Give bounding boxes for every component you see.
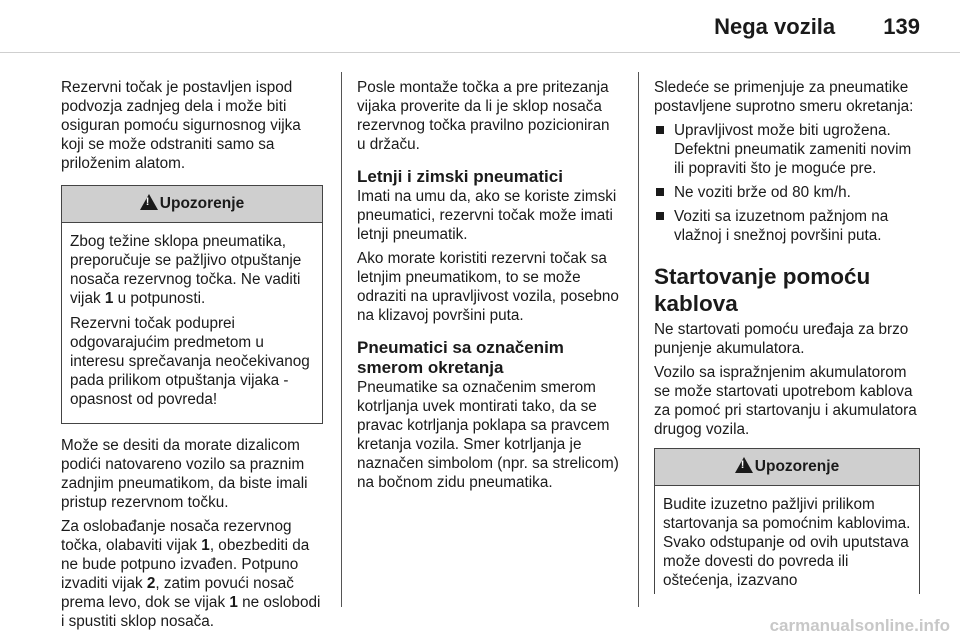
paragraph: Ako morate koristiti rezervni točak sa letnjim pneumatikom, to se može odraziti na upravljivost vozila, posebno na klizavoj površini puta. [357, 250, 619, 324]
bold-number: 1 [104, 290, 114, 307]
list-item [654, 207, 924, 245]
page-header [714, 14, 920, 40]
warning-box [654, 448, 920, 594]
text: ne oslobodi i spustiti sklop nosača. [61, 594, 321, 630]
column-divider [638, 72, 639, 607]
paragraph [61, 517, 323, 631]
text: , zatim povući nosač prema levo, dok se vijak [61, 575, 294, 611]
warning-title: Upozorenje [754, 458, 840, 475]
bullet-list [654, 121, 924, 245]
warning-box [61, 185, 323, 424]
text: Za oslobađanje nosača rezervnog točka, olabaviti vijak [61, 518, 292, 554]
watermark: carmanualsonline.info [769, 616, 950, 635]
bullet-square-icon [656, 126, 664, 134]
list-item [654, 121, 924, 178]
list-item-text: Voziti sa izuzetnom pažnjom na vlažnoj i snežnoj površini puta. [674, 208, 889, 244]
paragraph: Sledeće se primenjuje za pneumatike postavljene suprotno smeru okretanja: [654, 79, 914, 115]
text: Zbog težine sklopa pneumatika, preporučuje se pažljivo otpuštanje nosača rezervnog točka. Ne vaditi vijak [70, 233, 302, 307]
paragraph: Rezervni točak je postavljen ispod podvozja zadnjeg dela i može biti osiguran pomoću sigurnosnog vijka koji se može odstraniti samo sa priloženim alatom. [61, 79, 301, 172]
paragraph: Pneumatike sa označenim smerom kotrljanja uvek montirati tako, da se pravac kotrljanja poklapa sa pravcem kretanja vozila. Smer kotrljanja je naznačen simbolom (npr. sa strelicom) na bočnom zidu pneumatika. [357, 379, 619, 491]
warning-header [62, 186, 322, 223]
bold-number: 1 [201, 537, 210, 554]
bullet-square-icon [656, 212, 664, 220]
paragraph: Može se desiti da morate dizalicom podići natovareno vozilo sa praznim zadnjim pneumatikom, da biste imali pristup rezervnom točku. [61, 437, 308, 511]
warning-header [655, 449, 919, 486]
paragraph: Vozilo sa ispražnjenim akumulatorom se može startovati upotrebom kablova za pomoć pri startovanju i akumulatora drugog vozila. [654, 364, 917, 438]
paragraph: Ne startovati pomoću uređaja za brzo punjenje akumulatora. [654, 321, 909, 357]
warning-triangle-icon [140, 194, 158, 210]
warning-paragraph [70, 232, 314, 308]
section-heading: Letnji i zimski pneumatici [357, 167, 563, 186]
bold-number: 1 [229, 594, 238, 611]
list-item [654, 183, 924, 202]
warning-body [62, 223, 322, 423]
header-rule [0, 52, 960, 53]
column-1 [61, 78, 323, 636]
column-3 [654, 78, 924, 444]
bold-number: 2 [146, 575, 156, 592]
column-divider [341, 72, 342, 607]
chapter-heading: Startovanje pomoću kablova [654, 264, 871, 316]
warning-clip [654, 448, 920, 594]
warning-body [655, 486, 919, 594]
paragraph: Posle montaže točka a pre pritezanja vijaka proverite da li je sklop nosača rezervnog točka pravilno pozicioniran u držaču. [357, 79, 610, 153]
warning-triangle-icon [735, 457, 753, 473]
paragraph: Imati na umu da, ako se koriste zimski pneumatici, rezervni točak može imati letnji pneumatik. [357, 188, 617, 243]
list-item-text: Ne voziti brže od 80 km/h. [674, 184, 851, 201]
warning-paragraph: Budite izuzetno pažljivi prilikom startovanja sa pomoćnim kablovima. Svako odstupanje od ovih uputstava može dovesti do povreda ili oštećenja, izazvano [663, 496, 911, 589]
warning-title: Upozorenje [159, 195, 245, 212]
section-heading: Pneumatici sa označenim smerom okretanja [357, 338, 564, 377]
page-title: Nega vozila [714, 14, 836, 39]
list-item-text: Upravljivost može biti ugrožena. Defektni pneumatik zameniti novim ili popraviti što je moguće pre. [674, 122, 912, 177]
text: , obezbediti da ne bude potpuno izvađen. Potpuno izvaditi vijak [61, 537, 310, 592]
warning-paragraph: Rezervni točak poduprei odgovarajućim predmetom u interesu sprečavanja neočekivanog pada prilikom otpuštanja vijaka - opasnost od povreda! [70, 315, 310, 408]
bullet-square-icon [656, 188, 664, 196]
page-number: 139 [883, 14, 920, 39]
column-2 [357, 78, 621, 497]
text: u potpunosti. [113, 290, 206, 307]
